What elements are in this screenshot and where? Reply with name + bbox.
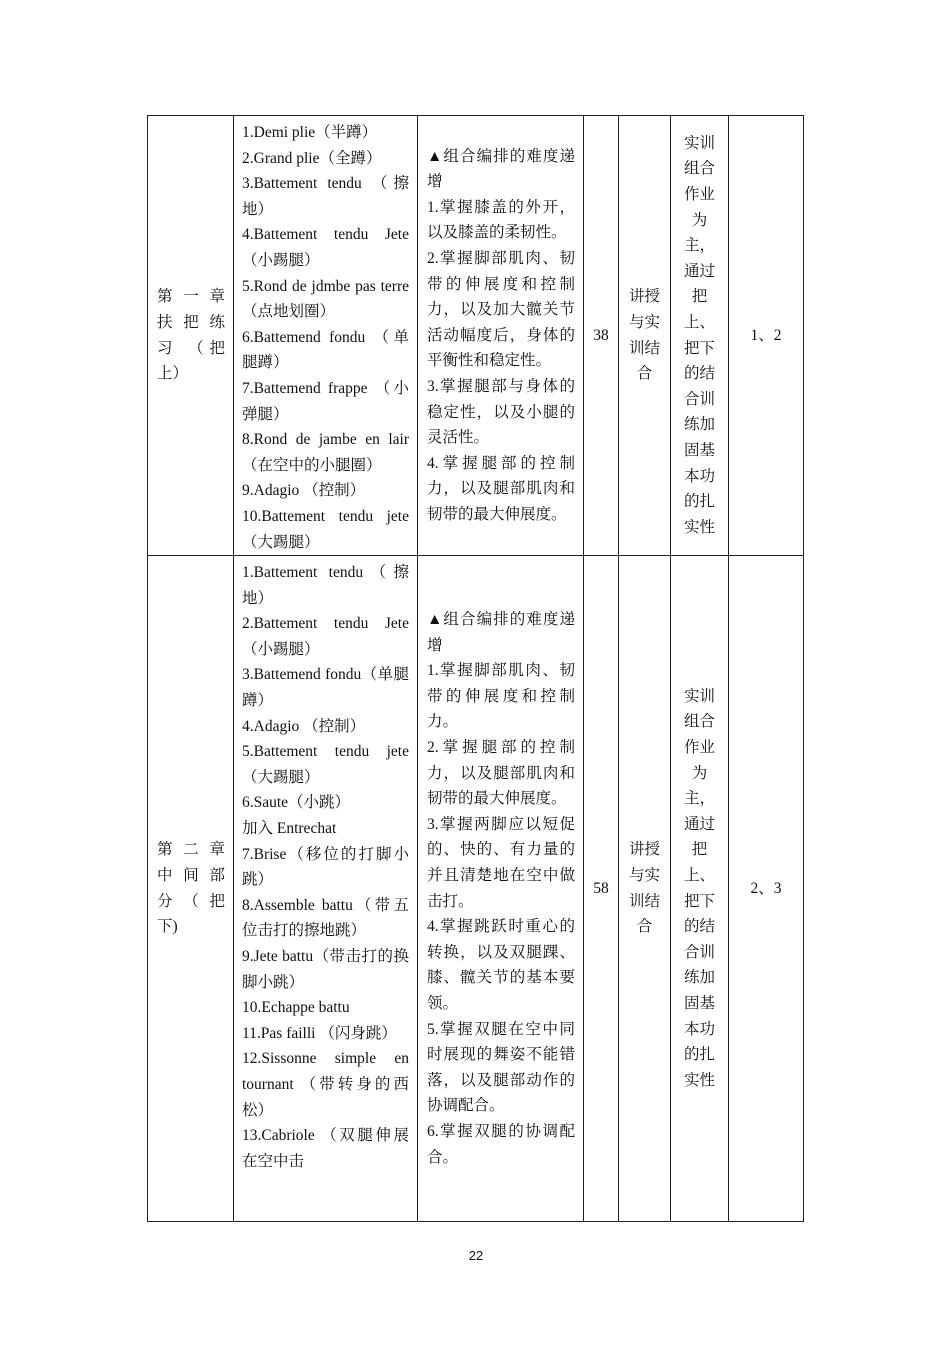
form-line: 把 bbox=[691, 288, 708, 306]
content-item: 4.Adagio （控制） bbox=[242, 717, 366, 735]
content-item: 9.Jete battu（带击打的换脚小跳） bbox=[242, 948, 409, 991]
method-line: 训结 bbox=[628, 339, 660, 357]
form-line: 的结 bbox=[683, 918, 715, 936]
form-line: 的结 bbox=[683, 365, 715, 383]
goal-item: 2.掌握脚部肌肉、韧带的伸展度和控制力，以及加大髋关节活动幅度后，身体的平衡性和稳定性。 bbox=[427, 249, 575, 370]
form-line: 组合 bbox=[683, 713, 715, 731]
method-line: 与实 bbox=[628, 867, 660, 884]
form-cell bbox=[671, 556, 729, 1222]
form-line: 的扎 bbox=[683, 493, 715, 511]
form-line: 上、 bbox=[683, 313, 715, 331]
form-line: 主， bbox=[683, 237, 715, 255]
method-line: 合 bbox=[636, 365, 653, 383]
chapter-cell bbox=[148, 116, 234, 556]
form-line: 的扎 bbox=[683, 1046, 715, 1064]
form-line: 本功 bbox=[683, 467, 715, 485]
form-line: 组合 bbox=[683, 160, 715, 178]
table-row bbox=[148, 116, 804, 556]
content-item: 8.Rond de jambe en lair（在空中的小腿圈） bbox=[242, 431, 409, 474]
goal-item: 4.掌握跳跃时重心的转换，以及双腿踝、膝、髋关节的基本要领。 bbox=[427, 918, 575, 1012]
content-item: 6.Battemend fondu （单腿蹲） bbox=[242, 328, 409, 372]
form-line: 练加 bbox=[683, 969, 715, 987]
method-line: 与实 bbox=[628, 313, 660, 331]
goal-item: 5.掌握双腿在空中同时展现的舞姿不能错落，以及腿部动作的协调配合。 bbox=[427, 1020, 575, 1115]
method-cell bbox=[619, 556, 671, 1222]
goal-item: 3.掌握两脚应以短促的、快的、有力量的并且清楚地在空中做击打。 bbox=[427, 815, 575, 910]
form-line: 合训 bbox=[683, 943, 715, 961]
goal-item: ▲组合编排的难度递增 bbox=[427, 611, 575, 654]
content-item: 7.Brise（移位的打脚小跳） bbox=[242, 845, 409, 889]
form-line: 为 bbox=[691, 764, 708, 782]
content-item: 10.Battement tendu jete （大踢腿） bbox=[242, 507, 409, 551]
content-item: 8.Assemble battu（带五位击打的擦地跳） bbox=[242, 896, 409, 940]
form-line: 主， bbox=[683, 790, 715, 808]
content-item: 5.Rond de jdmbe pas terre （点地划圈） bbox=[242, 277, 409, 321]
content-cell bbox=[234, 556, 418, 1222]
form-line: 本功 bbox=[683, 1020, 715, 1038]
objectives-cell: 1、2 bbox=[729, 116, 804, 556]
method-line: 讲授 bbox=[628, 288, 660, 306]
form-line: 作业 bbox=[683, 739, 715, 757]
form-line: 实训 bbox=[683, 687, 715, 705]
chapter-line: 中 间 部 bbox=[157, 867, 225, 884]
content-item: 1.Demi plie（半蹲） bbox=[242, 124, 378, 141]
table-row bbox=[148, 556, 804, 1222]
content-item: 6.Saute（小跳） bbox=[242, 794, 351, 812]
form-line: 固基 bbox=[683, 994, 715, 1012]
form-line: 作业 bbox=[683, 185, 715, 203]
chapter-line: 上） bbox=[157, 365, 189, 383]
form-line: 合训 bbox=[683, 390, 715, 408]
method-line: 训结 bbox=[628, 892, 660, 910]
chapter-cell bbox=[148, 556, 234, 1222]
method-line: 讲授 bbox=[628, 841, 660, 859]
content-item: 12.Sissonne simple en tournant （带转身的西松） bbox=[242, 1050, 409, 1119]
content-item: 加入 Entrechat bbox=[242, 820, 337, 838]
form-line: 为 bbox=[691, 211, 708, 229]
hours-cell: 38 bbox=[584, 116, 619, 556]
content-item: 7.Battemend frappe （小弹腿） bbox=[242, 379, 409, 423]
goals-cell bbox=[418, 556, 584, 1222]
form-cell bbox=[671, 116, 729, 556]
chapter-line: 分 （ 把 bbox=[157, 892, 225, 910]
method-line: 合 bbox=[636, 918, 653, 936]
content-item: 1.Battement tendu（擦地） bbox=[242, 564, 409, 607]
chapter-line: 第 二 章 bbox=[157, 841, 225, 859]
form-line: 把 bbox=[691, 841, 708, 859]
objectives-cell: 2、3 bbox=[729, 556, 804, 1222]
goal-item: 2.掌握腿部的控制力，以及腿部肌肉和韧带的最大伸展度。 bbox=[427, 739, 575, 808]
form-line: 把下 bbox=[683, 892, 715, 910]
chapter-line: 习 （把 bbox=[157, 339, 225, 357]
hours-cell: 58 bbox=[584, 556, 619, 1222]
syllabus-table bbox=[147, 115, 804, 1222]
form-line: 通过 bbox=[683, 815, 715, 833]
page-number: 22 bbox=[468, 1248, 484, 1263]
content-cell bbox=[234, 116, 418, 556]
chapter-line: 第 一 章 bbox=[157, 288, 225, 306]
content-item: 10.Echappe battu bbox=[242, 999, 350, 1017]
content-item: 3.Battement tendu （擦地） bbox=[242, 175, 409, 218]
content-item: 9.Adagio （控制） bbox=[242, 482, 366, 500]
content-item: 13.Cabriole （双腿伸展在空中击 bbox=[242, 1127, 409, 1170]
goal-item: 1.掌握脚部肌肉、韧带的伸展度和控制力。 bbox=[427, 662, 575, 731]
content-item: 4.Battement tendu Jete （小踢腿） bbox=[242, 226, 409, 269]
goal-item: 1.掌握膝盖的外开，以及膝盖的柔韧性。 bbox=[427, 198, 575, 242]
form-line: 固基 bbox=[683, 441, 715, 459]
form-line: 把下 bbox=[683, 339, 715, 357]
goal-item: 3.掌握腿部与身体的稳定性，以及小腿的灵活性。 bbox=[427, 377, 575, 447]
form-line: 实性 bbox=[683, 518, 715, 536]
content-item: 2.Battement tendu Jete （小踢腿） bbox=[242, 615, 409, 658]
form-line: 上、 bbox=[683, 867, 715, 884]
goal-item: 6.掌握双腿的协调配合。 bbox=[427, 1122, 575, 1166]
goal-item: 4.掌握腿部的控制力，以及腿部肌肉和韧带的最大伸展度。 bbox=[427, 454, 575, 523]
form-line: 通过 bbox=[683, 262, 715, 280]
chapter-line: 下) bbox=[157, 918, 178, 936]
content-item: 2.Grand plie（全蹲） bbox=[242, 149, 382, 167]
form-line: 练加 bbox=[683, 416, 715, 434]
method-cell bbox=[619, 116, 671, 556]
content-item: 11.Pas failli （闪身跳） bbox=[242, 1024, 397, 1042]
form-line: 实训 bbox=[683, 134, 715, 152]
chapter-line: 扶 把 练 bbox=[157, 313, 225, 331]
content-item: 5.Battement tendu jete （大踢腿） bbox=[242, 743, 409, 786]
content-item: 3.Battemend fondu（单腿蹲） bbox=[242, 666, 409, 710]
goal-item: ▲组合编排的难度递增 bbox=[427, 147, 575, 191]
goals-cell bbox=[418, 116, 584, 556]
form-line: 实性 bbox=[683, 1071, 715, 1089]
